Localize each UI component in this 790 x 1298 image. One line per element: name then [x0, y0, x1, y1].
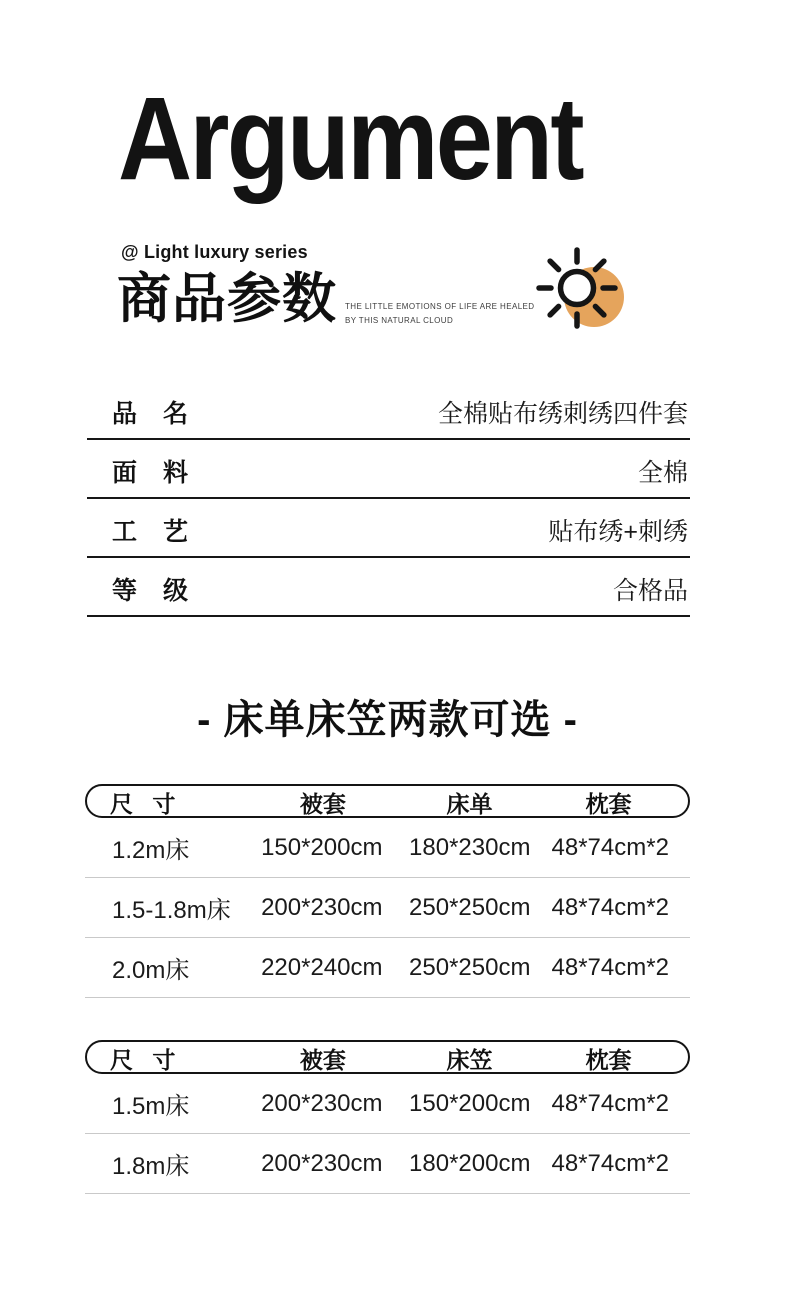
page-title: Argument: [118, 73, 582, 205]
cell-flat-sheet: 250*250cm: [409, 893, 531, 921]
cell-flat-sheet: 180*230cm: [409, 833, 531, 861]
column-header-pillowcase: 枕套: [585, 791, 632, 817]
cell-flat-sheet: 250*250cm: [409, 953, 531, 981]
parameter-label: 品 名: [112, 400, 188, 428]
tagline: [345, 300, 534, 328]
size-table-fitted-sheet: [85, 1040, 690, 1194]
cell-duvet-cover: 150*200cm: [261, 833, 383, 861]
cell-fitted-sheet: 150*200cm: [409, 1089, 531, 1117]
parameter-row-name: [87, 381, 690, 440]
column-header-size: 尺 寸: [110, 1047, 176, 1073]
table-row: [85, 938, 690, 998]
tagline-line-1: THE LITTLE EMOTIONS OF LIFE ARE HEALED: [345, 302, 535, 311]
parameter-row-craft: [87, 499, 690, 558]
cell-duvet-cover: 220*240cm: [261, 953, 383, 981]
parameter-value: 全棉贴布绣刺绣四件套: [437, 400, 688, 428]
column-header-size: 尺 寸: [110, 791, 176, 817]
cell-size: 1.2m床: [112, 837, 190, 864]
table-row: [85, 878, 690, 938]
size-options-heading: - 床单床笠两款可选 -: [197, 698, 578, 742]
series-label: @ Light luxury series: [121, 242, 308, 262]
cell-fitted-sheet: 180*200cm: [409, 1149, 531, 1177]
sun-icon: [535, 243, 635, 338]
parameter-label: 工 艺: [112, 518, 188, 546]
parameter-value: 全棉: [637, 459, 688, 487]
table-row: [85, 1074, 690, 1134]
parameter-label: 等 级: [112, 577, 188, 605]
column-header-pillowcase: 枕套: [585, 1047, 632, 1073]
section-title: 商品参数: [117, 269, 337, 329]
cell-pillowcase: 48*74cm*2: [551, 953, 669, 981]
cell-size: 2.0m床: [112, 957, 190, 984]
column-header-duvet-cover: 被套: [299, 791, 346, 817]
cell-pillowcase: 48*74cm*2: [551, 893, 669, 921]
size-table-header: [85, 1040, 690, 1074]
parameter-value: 贴布绣+刺绣: [548, 518, 688, 546]
parameter-value: 合格品: [612, 577, 688, 605]
parameter-row-grade: [87, 558, 690, 617]
column-header-duvet-cover: 被套: [299, 1047, 346, 1073]
cell-duvet-cover: 200*230cm: [261, 1149, 383, 1177]
size-table-header: [85, 784, 690, 818]
cell-duvet-cover: 200*230cm: [261, 893, 383, 921]
tagline-line-2: BY THIS NATURAL CLOUD: [345, 316, 454, 325]
table-row: [85, 1134, 690, 1194]
cell-pillowcase: 48*74cm*2: [551, 1149, 669, 1177]
cell-size: 1.5m床: [112, 1093, 190, 1120]
cell-pillowcase: 48*74cm*2: [551, 833, 669, 861]
cell-size: 1.8m床: [112, 1153, 190, 1180]
cell-duvet-cover: 200*230cm: [261, 1089, 383, 1117]
size-table-flat-sheet: [85, 784, 690, 998]
parameter-label: 面 料: [112, 459, 188, 487]
column-header-flat-sheet: 床单: [446, 791, 493, 817]
cell-size: 1.5-1.8m床: [112, 897, 231, 924]
parameter-row-fabric: [87, 440, 690, 499]
column-header-fitted-sheet: 床笠: [446, 1047, 493, 1073]
table-row: [85, 818, 690, 878]
parameter-table: [87, 381, 690, 617]
cell-pillowcase: 48*74cm*2: [551, 1089, 669, 1117]
